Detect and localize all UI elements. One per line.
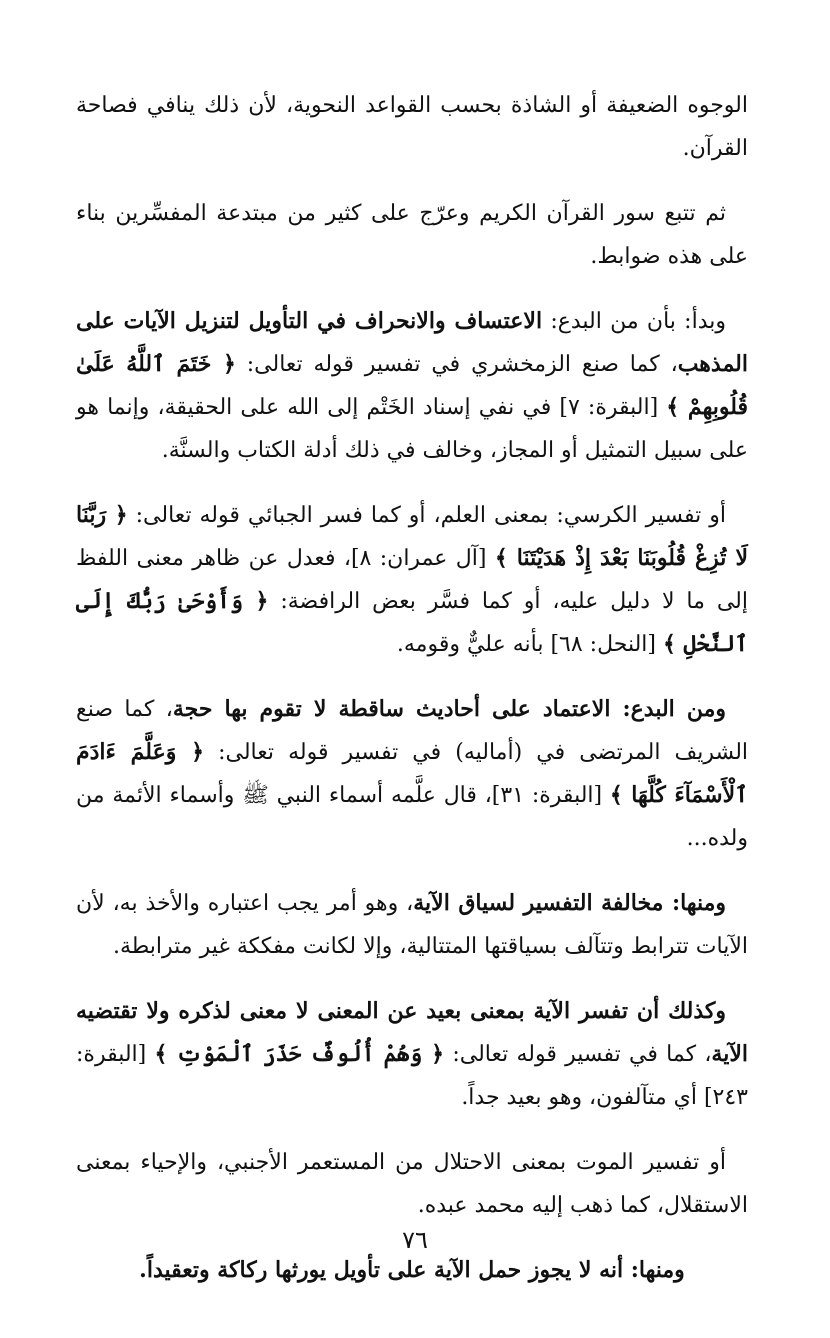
paragraph-5-text: ، كما صنع الشريف المرتضى في (أماليه) في تفسير قوله تعالى:	[76, 697, 749, 765]
quran-verse-1: ﴿ خَتَمَ ٱللَّهُ عَلَىٰ قُلُوبِهِمْ ﴾	[76, 351, 749, 420]
paragraph-1	[76, 84, 748, 170]
paragraph-2	[76, 192, 748, 278]
paragraph-7-heading: وكذلك أن تفسر الآية بمعنى بعيد عن المعنى لا معنى لذكره ولا تقتضيه الآية	[76, 998, 748, 1067]
paragraph-5-heading: ومن البدع: الاعتماد على أحاديث ساقطة لا تقوم بها حجة	[172, 696, 726, 722]
paragraph-4-rest: [النحل: ٦٨] بأنه عليٌّ وقومه.	[396, 632, 663, 657]
paragraph-7	[76, 990, 748, 1119]
paragraph-1-text: الوجوه الضعيفة أو الشاذة بحسب القواعد النحوية، لأن ذلك ينافي فصاحة القرآن.	[76, 93, 748, 161]
paragraph-9	[76, 1249, 748, 1292]
page-body	[76, 84, 748, 1314]
paragraph-4-text: [آل عمران: ٨]، فعدل عن ظاهر معنى اللفظ إلى ما لا دليل عليه، أو كما فسَّر بعض الرافضة:	[76, 546, 748, 614]
quran-verse-2: ﴿ رَبَّنَا لَا تُزِغْ قُلُوبَنَا بَعْدَ إِذْ هَدَيْتَنَا ﴾	[76, 502, 749, 571]
paragraph-7-text: ، كما في تفسير قوله تعالى:	[444, 1042, 712, 1067]
paragraph-3-rest: [البقرة: ٧] في نفي إسناد الخَتْم إلى الله على الحقيقة، وإنما هو على سبيل التمثيل أو المجاز، وخالف في ذلك أدلة الكتاب والسنَّة.	[76, 395, 748, 463]
paragraph-4	[76, 494, 748, 666]
paragraph-6-text: ، وهو أمر يجب اعتباره والأخذ به، لأن الآيات تترابط وتتآلف بسياقتها المتتالية، وإلا لكانت مفككة غير مترابطة.	[76, 891, 748, 959]
paragraph-3-intro: وبدأ: بأن من البدع:	[542, 309, 726, 334]
paragraph-8	[76, 1141, 748, 1227]
paragraph-3-text: ، كما صنع الزمخشري في تفسير قوله تعالى:	[235, 352, 678, 377]
paragraph-8-text: أو تفسير الموت بمعنى الاحتلال من المستعمر الأجنبي، والإحياء بمعنى الاستقلال، كما ذهب إليه محمد عبده.	[76, 1150, 748, 1218]
paragraph-5-rest: [البقرة: ٣١]، قال علَّمه أسماء النبي ﷺ وأسماء الأئمة من ولده...	[76, 783, 748, 851]
paragraph-7-rest: [البقرة: ٢٤٣] أي متآلفون، وهو بعيد جداً.	[76, 1042, 748, 1110]
quran-verse-4: ﴿ وَعَلَّمَ ءَادَمَ ٱلْأَسْمَآءَ كُلَّهَا ﴾	[76, 739, 749, 808]
quran-verse-5: ﴿ وَهُمْ أُلُوفٌ حَذَرَ ٱلْمَوْتِ ﴾	[154, 1041, 445, 1067]
quran-verse-3: ﴿ وَأَوْحَىٰ رَبُّكَ إِلَى ٱلنَّحْلِ ﴾	[76, 588, 748, 657]
paragraph-4-intro: أو تفسير الكرسي: بمعنى العلم، أو كما فسر الجبائي قوله تعالى:	[127, 503, 727, 528]
paragraph-5	[76, 688, 748, 860]
paragraph-6-heading: ومنها: مخالفة التفسير لسياق الآية	[413, 890, 726, 916]
paragraph-6	[76, 882, 748, 968]
page-number: ٧٦	[402, 1226, 428, 1254]
paragraph-3	[76, 300, 748, 472]
paragraph-9-heading: ومنها: أنه لا يجوز حمل الآية على تأويل يورثها ركاكة وتعقيداً.	[139, 1257, 685, 1283]
paragraph-2-text: ثم تتبع سور القرآن الكريم وعرّج على كثير من مبتدعة المفسِّرين بناء على هذه ضوابط.	[76, 201, 748, 269]
paragraph-3-heading: الاعتساف والانحراف في التأويل لتنزيل الآيات على المذهب	[76, 308, 748, 377]
